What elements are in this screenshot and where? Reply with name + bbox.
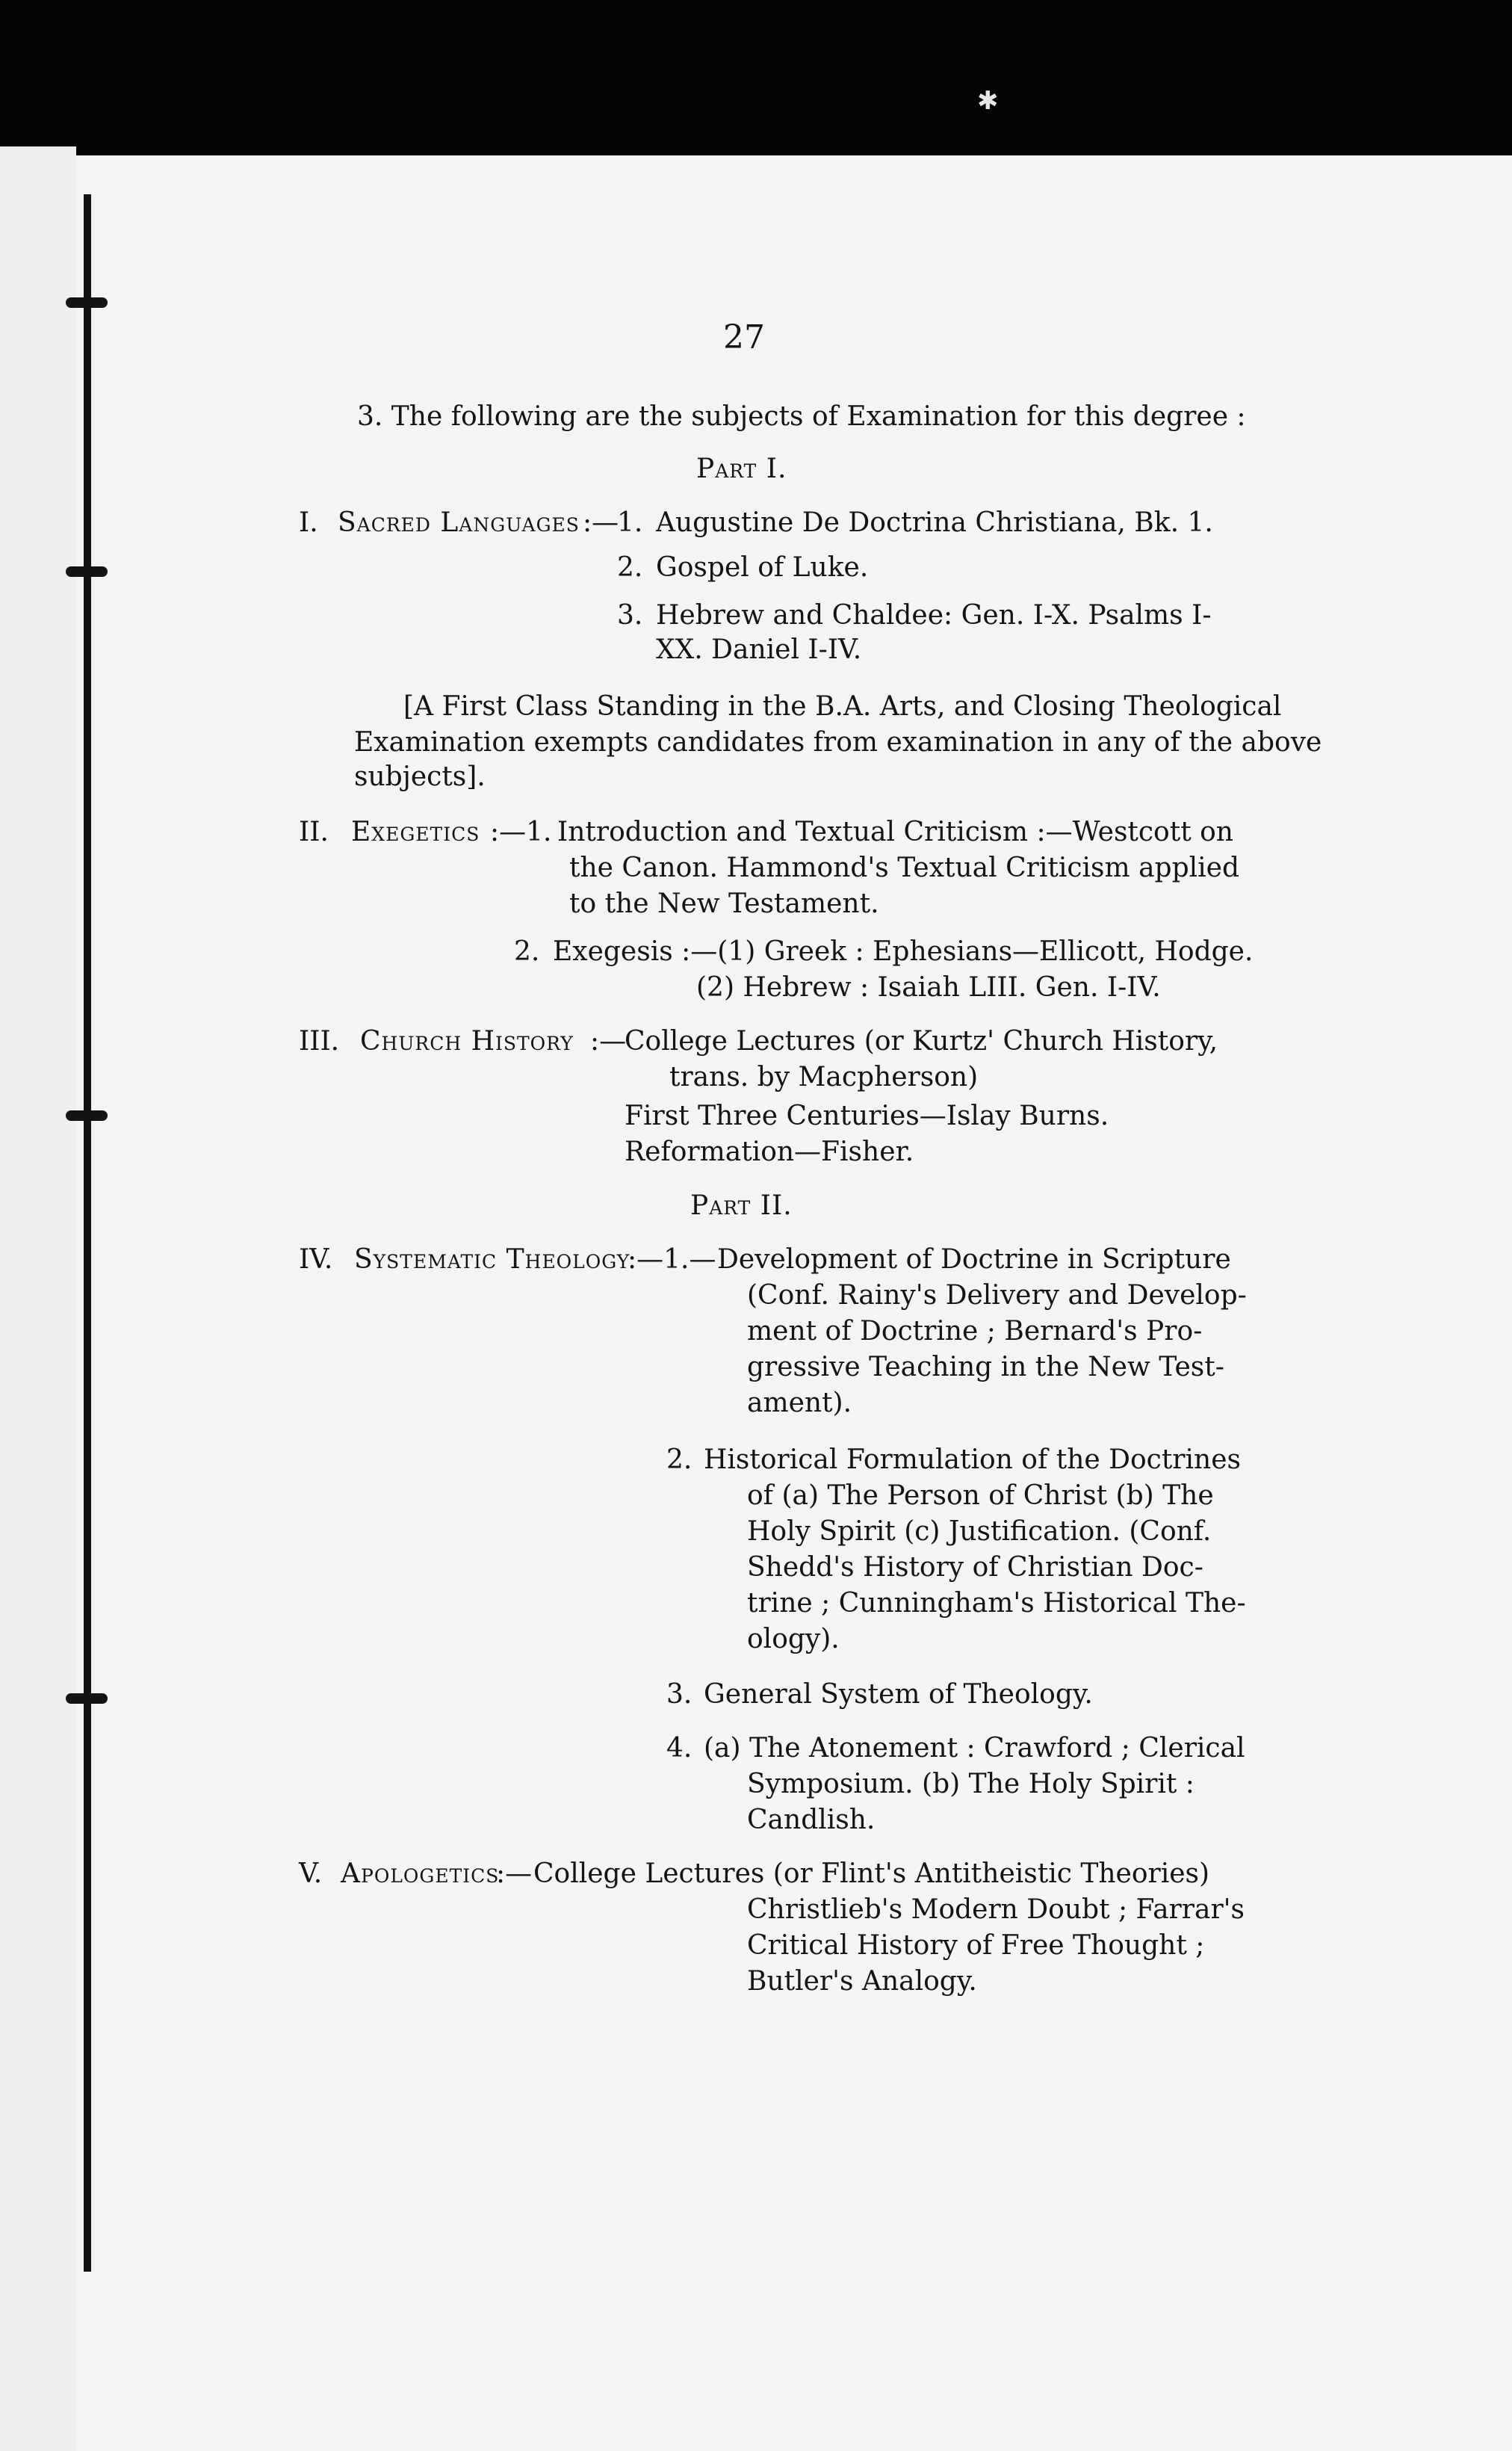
sec4-separator: :—1.— <box>628 1244 716 1275</box>
sec4-item4-number: 4. <box>666 1733 693 1764</box>
part1-heading: Part I. <box>696 454 787 484</box>
binding-stitch <box>66 566 108 577</box>
binding-stitch <box>66 297 108 308</box>
intro-line: 3. The following are the subjects of Examination for this degree : <box>357 401 1246 432</box>
sec5-line1: College Lectures (or Flint's Antitheistic Theories) <box>533 1858 1210 1889</box>
sec1-number: I. <box>299 507 318 538</box>
sec1-item1-text: Augustine De Doctrina Christiana, Bk. 1. <box>656 507 1213 538</box>
sec4-title: Systematic Theology <box>354 1244 630 1275</box>
scan-artifact-icon: ✱ <box>977 86 999 116</box>
sec1-note-line1: [A First Class Standing in the B.A. Arts, and Closing Theological <box>403 691 1282 722</box>
sec2-separator: :—1. <box>490 817 552 847</box>
sec3-number: III. <box>299 1026 340 1057</box>
page-margin-strip <box>0 146 76 2451</box>
sec2-number: II. <box>299 817 329 847</box>
sec4-item2-line1: Historical Formulation of the Doctrines <box>704 1444 1241 1475</box>
sec4-item1-line5: ament). <box>747 1388 852 1418</box>
sec4-item4-line2: Symposium. (b) The Holy Spirit : <box>747 1769 1195 1799</box>
sec5-separator: :— <box>496 1858 533 1889</box>
part2-heading: Part II. <box>690 1190 793 1221</box>
sec4-item2-line2: of (a) The Person of Christ (b) The <box>747 1480 1214 1511</box>
sec1-note-line2: Examination exempts candidates from examination in any of the above <box>354 727 1322 758</box>
sec4-item2-number: 2. <box>666 1444 693 1475</box>
sec2-title: Exegetics <box>351 817 480 847</box>
sec3-line2: trans. by Macpherson) <box>669 1062 979 1092</box>
sec3-line1: College Lectures (or Kurtz' Church History, <box>625 1026 1218 1057</box>
binding-stitch <box>66 1110 108 1121</box>
sec2-item2-number: 2. <box>514 936 540 967</box>
sec4-item1-line4: gressive Teaching in the New Test- <box>747 1352 1224 1382</box>
sec1-item3-line1: Hebrew and Chaldee: Gen. I-X. Psalms I- <box>656 600 1212 631</box>
sec1-item2-text: Gospel of Luke. <box>656 552 869 583</box>
sec5-line4: Butler's Analogy. <box>747 1966 977 1997</box>
sec1-separator: :— <box>583 507 619 538</box>
page-number: 27 <box>723 318 765 356</box>
sec1-title: Sacred Languages <box>338 507 580 538</box>
sec4-item4-line1: (a) The Atonement : Crawford ; Clerical <box>704 1733 1245 1764</box>
sec4-item4-line3: Candlish. <box>747 1805 876 1835</box>
sec1-item3-number: 3. <box>617 600 643 631</box>
sec2-item2-line2: (2) Hebrew : Isaiah LIII. Gen. I-IV. <box>696 972 1161 1003</box>
sec2-item1-line1: Introduction and Textual Criticism :—Westcott on <box>557 817 1233 847</box>
sec4-item1-line2: (Conf. Rainy's Delivery and Develop- <box>747 1280 1247 1311</box>
sec4-item2-line4: Shedd's History of Christian Doc- <box>747 1552 1203 1583</box>
sec5-number: V. <box>299 1858 323 1889</box>
sec1-item3-line2: XX. Daniel I-IV. <box>656 634 862 665</box>
sec4-item1-line3: ment of Doctrine ; Bernard's Pro- <box>747 1316 1203 1347</box>
sec4-item2-line5: trine ; Cunningham's Historical The- <box>747 1588 1246 1619</box>
sec3-line3: First Three Centuries—Islay Burns. <box>625 1101 1109 1131</box>
sec5-line2: Christlieb's Modern Doubt ; Farrar's <box>747 1894 1245 1925</box>
sec1-item2-number: 2. <box>617 552 643 583</box>
sec4-item3-text: General System of Theology. <box>704 1679 1093 1710</box>
sec5-line3: Critical History of Free Thought ; <box>747 1930 1205 1961</box>
sec4-item2-line3: Holy Spirit (c) Justification. (Conf. <box>747 1516 1212 1547</box>
binding-stitch <box>66 1693 108 1704</box>
sec3-title: Church History <box>360 1026 574 1057</box>
sec5-title: Apologetics <box>341 1858 500 1889</box>
sec3-separator: :— <box>590 1026 627 1057</box>
sec2-item1-line3: to the New Testament. <box>569 888 879 919</box>
sec4-item1-line1: Development of Doctrine in Scripture <box>717 1244 1231 1275</box>
sec2-item1-line2: the Canon. Hammond's Textual Criticism applied <box>569 853 1239 883</box>
sec1-item1-number: 1. <box>617 507 643 538</box>
binding-edge <box>84 194 91 2272</box>
sec4-item3-number: 3. <box>666 1679 693 1710</box>
sec2-item2-line1: Exegesis :—(1) Greek : Ephesians—Ellicott, Hodge. <box>553 936 1254 967</box>
sec4-number: IV. <box>299 1244 333 1275</box>
sec3-line4: Reformation—Fisher. <box>625 1137 914 1167</box>
sec4-item2-line6: ology). <box>747 1624 840 1654</box>
sec1-note-line3: subjects]. <box>354 761 486 792</box>
